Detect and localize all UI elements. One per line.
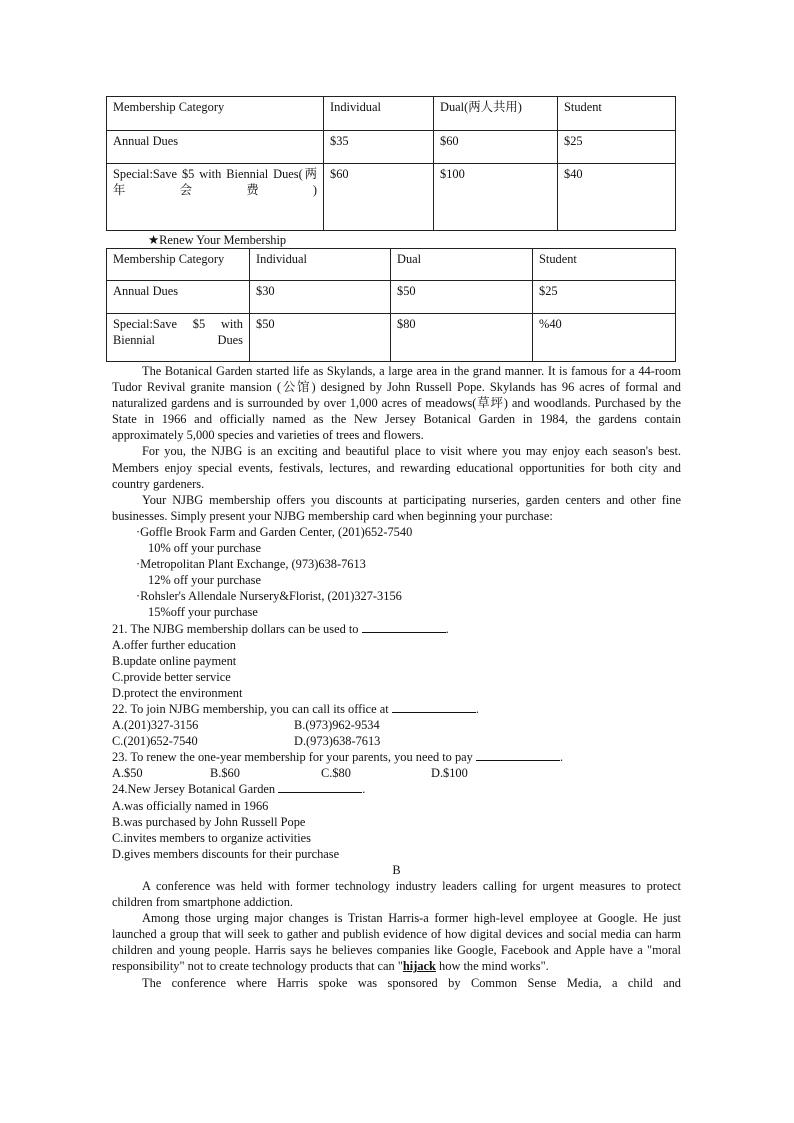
answer-blank (362, 621, 446, 633)
option: D.protect the environment (112, 685, 243, 700)
membership-table (106, 96, 676, 231)
question-24: 24.New Jersey Botanical Garden . (112, 782, 366, 797)
option: D.$100 (431, 766, 468, 781)
question-stem: 21. The NJBG membership dollars can be used to (112, 621, 359, 636)
table-cell: Dual (391, 249, 533, 281)
option: B.(973)962-9534 (294, 718, 380, 733)
passage-a (112, 363, 681, 991)
renew-heading: ★Renew Your Membership (148, 233, 287, 247)
table-cell: $80 (391, 314, 533, 362)
question-stem: 22. To join NJBG membership, you can call its office at (112, 701, 389, 716)
table-cell: Membership Category (107, 249, 250, 281)
options-row (112, 717, 681, 733)
table-cell: Membership Category (107, 97, 324, 131)
answer-blank (392, 701, 476, 713)
table-row (107, 314, 676, 362)
option: B.update online payment (112, 653, 237, 668)
discount-offer: 15%off your purchase (148, 605, 258, 620)
question-21: 21. The NJBG membership dollars can be used to . (112, 621, 449, 636)
question-stem: 23. To renew the one-year membership for your parents, you need to pay (112, 750, 473, 765)
table-cell: $50 (391, 281, 533, 314)
table-cell: Annual Dues (107, 281, 250, 314)
table-cell: Dual(两人共用) (434, 97, 558, 131)
discount-store: ·Metropolitan Plant Exchange, (973)638-7613 (136, 557, 366, 572)
table-cell: $50 (250, 314, 391, 362)
section-label: B (392, 862, 401, 877)
table-header-row (107, 97, 676, 131)
option: B.was purchased by John Russell Pope (112, 814, 306, 829)
option: A.$50 (112, 766, 143, 781)
paragraph-text: Among those urging major changes is Tristan Harris-a former high-level employee at Google. He just launched a group that will seek to gather and publish evidence of how digital devices and social media can harm children and young people. Harris says he believes companies like Google, Facebook and Apple have a "moral responsibility" not to create technology products that can " (112, 911, 681, 974)
option: C.invites members to organize activities (112, 830, 312, 845)
option: C.(201)652-7540 (112, 734, 198, 749)
option: A.(201)327-3156 (112, 718, 199, 733)
table-cell: $100 (434, 164, 558, 231)
table-cell: Individual (324, 97, 434, 131)
question-23: 23. To renew the one-year membership for your parents, you need to pay . (112, 750, 564, 765)
option: D.(973)638-7613 (294, 734, 381, 749)
table-cell: %40 (533, 314, 676, 362)
options-row (112, 765, 681, 781)
option: D.gives members discounts for their purchase (112, 846, 340, 861)
discount-store: ·Goffle Brook Farm and Garden Center, (201)652-7540 (136, 524, 413, 539)
table-cell: $40 (558, 164, 676, 231)
paragraph-text: how the mind works". (435, 959, 549, 974)
table-cell: Student (533, 249, 676, 281)
question-22: 22. To join NJBG membership, you can call its office at . (112, 701, 479, 716)
option: C.$80 (321, 766, 351, 781)
option: B.$60 (210, 766, 240, 781)
answer-blank (278, 781, 362, 793)
discount-store: ·Rohsler's Allendale Nursery&Florist, (201)327-3156 (136, 589, 402, 604)
discount-offer: 12% off your purchase (148, 573, 261, 588)
options-row (112, 733, 681, 749)
table-cell: Special:Save $5 with Biennial Dues (107, 314, 250, 362)
paragraph: For you, the NJBG is an exciting and beautiful place to visit where you may enjoy each season's best. Members enjoy special events, festivals, lectures, and rewarding educational opportunities for both city and country gardeners. (112, 444, 681, 491)
paragraph (112, 910, 681, 974)
question-stem: 24.New Jersey Botanical Garden (112, 782, 276, 797)
paragraph: A conference was held with former technology industry leaders calling for urgent measures to protect children from smartphone addiction. (112, 879, 681, 910)
table-cell: $60 (434, 131, 558, 164)
option: A.was officially named in 1966 (112, 798, 269, 813)
option: A.offer further education (112, 637, 236, 652)
table-cell: Individual (250, 249, 391, 281)
paragraph: The Botanical Garden started life as Skylands, a large area in the grand manner. It is famous for a 44-room Tudor Revival granite mansion (公馆) designed by John Russell Pope. Skylands has 96 acres of formal and naturalized gardens and is surrounded by over 1,000 acres of meadows(草坪) and woodlands. Purchased by the State in 1966 and officially named as the New Jersey Botanical Garden in 1984, the gardens contain approximately 5,000 species and varieties of trees and flowers. (112, 364, 681, 443)
table-cell: Student (558, 97, 676, 131)
discount-offer: 10% off your purchase (148, 541, 261, 556)
table-row (107, 131, 676, 164)
renew-membership-table (106, 248, 676, 362)
option: C.provide better service (112, 669, 231, 684)
table-row (107, 281, 676, 314)
table-cell: $25 (558, 131, 676, 164)
table-cell: $30 (250, 281, 391, 314)
table-cell: $60 (324, 164, 434, 231)
paragraph: Your NJBG membership offers you discounts at participating nurseries, garden centers and other fine businesses. Simply present your NJBG membership card when beginning your purchase: (112, 492, 681, 523)
answer-blank (476, 749, 560, 761)
paragraph: The conference where Harris spoke was sponsored by Common Sense Media, a child and (142, 975, 681, 990)
table-cell: $25 (533, 281, 676, 314)
table-cell: Annual Dues (107, 131, 324, 164)
highlighted-word: hijack (402, 959, 436, 974)
table-cell: $35 (324, 131, 434, 164)
table-row (107, 164, 676, 231)
table-header-row (107, 249, 676, 281)
table-cell: Special:Save $5 with Biennial Dues(两年会费) (107, 164, 324, 231)
